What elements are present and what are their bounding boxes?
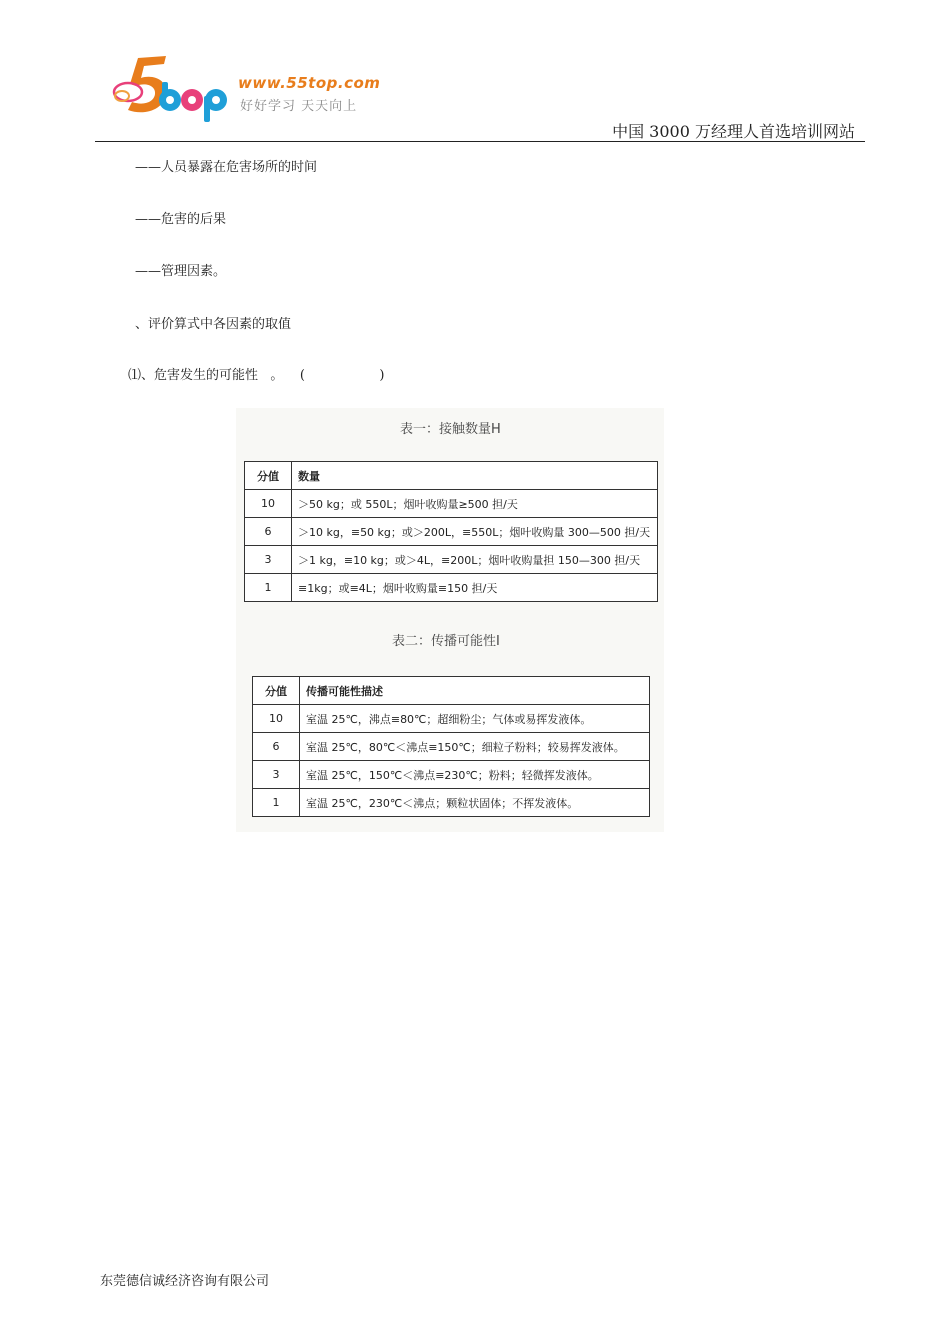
table-row bbox=[253, 733, 650, 761]
table-contact-quantity bbox=[244, 461, 658, 602]
paragraph-exposure-time: ——人员暴露在危害场所的时间 bbox=[135, 160, 318, 175]
paragraph-consequence: ——危害的后果 bbox=[135, 212, 227, 227]
table-row bbox=[253, 789, 650, 817]
tables-figure bbox=[236, 408, 664, 832]
header-score: 分值 bbox=[245, 462, 292, 490]
row-score: 6 bbox=[253, 733, 300, 761]
row-desc: 室温 25℃，230℃＜沸点；颗粒状固体；不挥发液体。 bbox=[300, 789, 650, 817]
table-row bbox=[253, 705, 650, 733]
row-score: 6 bbox=[245, 518, 292, 546]
site-tagline: 中国 3000 万经理人首选培训网站 bbox=[612, 122, 855, 141]
logo-slogan: 好好学习 天天向上 bbox=[240, 99, 358, 114]
row-desc: ＞1 kg，≡10 kg；或＞4L，≡200L；烟叶收购量担 150—300 担/天 bbox=[292, 546, 658, 574]
paragraph-management: ——管理因素。 bbox=[135, 264, 227, 279]
header-divider bbox=[95, 141, 865, 142]
header-quantity: 数量 bbox=[292, 462, 658, 490]
row-desc: 室温 25℃，80℃＜沸点≡150℃；细粒子粉料；较易挥发液体。 bbox=[300, 733, 650, 761]
header-score: 分值 bbox=[253, 677, 300, 705]
logo-url-text: www.55top.com bbox=[238, 74, 381, 92]
table-row bbox=[245, 490, 658, 518]
table1-caption: 表一：接触数量H bbox=[400, 422, 501, 437]
row-desc: ＞50 kg；或 550L；烟叶收购量≥500 担/天 bbox=[292, 490, 658, 518]
row-score: 10 bbox=[253, 705, 300, 733]
row-desc: ≡1kg；或≡4L；烟叶收购量≡150 担/天 bbox=[292, 574, 658, 602]
header-description: 传播可能性描述 bbox=[300, 677, 650, 705]
row-score: 3 bbox=[245, 546, 292, 574]
paragraph-likelihood: ⑴、危害发生的可能性 。 ( ) bbox=[128, 368, 385, 383]
table-spread-likelihood bbox=[252, 676, 650, 817]
table-header-row bbox=[245, 462, 658, 490]
table-row bbox=[245, 546, 658, 574]
table-row bbox=[245, 518, 658, 546]
row-desc: 室温 25℃，沸点≡80℃；超细粉尘；气体或易挥发液体。 bbox=[300, 705, 650, 733]
table2-caption: 表二：传播可能性I bbox=[392, 634, 500, 649]
site-logo[interactable] bbox=[108, 52, 408, 132]
row-score: 10 bbox=[245, 490, 292, 518]
table-header-row bbox=[253, 677, 650, 705]
footer-company: 东莞德信诚经济咨询有限公司 bbox=[100, 1274, 270, 1289]
row-desc: 室温 25℃，150℃＜沸点≡230℃；粉料；轻微挥发液体。 bbox=[300, 761, 650, 789]
row-score: 3 bbox=[253, 761, 300, 789]
row-score: 1 bbox=[245, 574, 292, 602]
table-row bbox=[253, 761, 650, 789]
logo-graphic-icon bbox=[108, 52, 238, 124]
paragraph-factor-values: 、评价算式中各因素的取值 bbox=[135, 317, 292, 332]
row-score: 1 bbox=[253, 789, 300, 817]
table-row bbox=[245, 574, 658, 602]
row-desc: ＞10 kg，≡50 kg；或＞200L，≡550L；烟叶收购量 300—500 担/天 bbox=[292, 518, 658, 546]
